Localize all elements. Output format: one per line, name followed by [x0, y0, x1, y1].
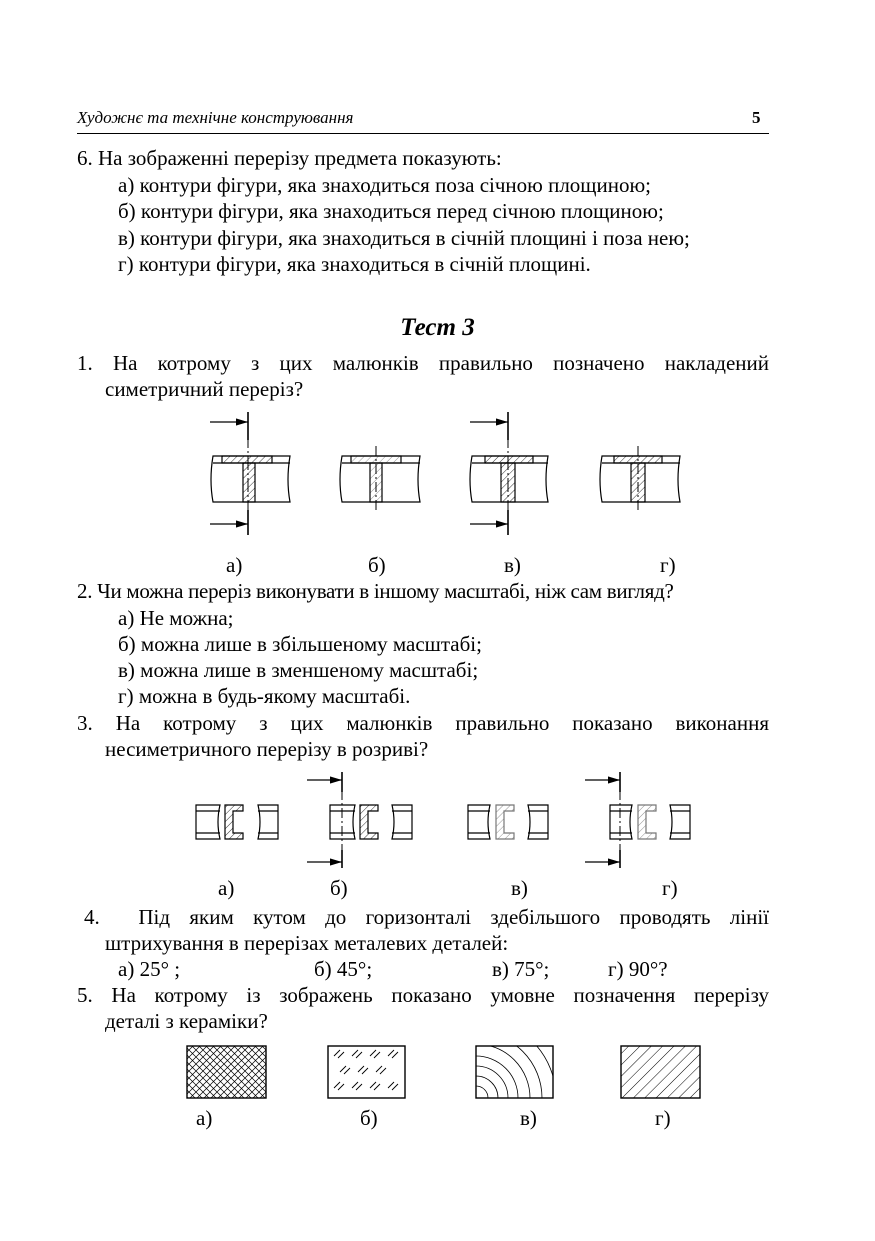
t3q2-option-d: г) можна в будь-якому масштабі.	[118, 684, 411, 708]
q1-label-d: г)	[660, 553, 676, 577]
q5-swatch-c	[396, 1018, 556, 1178]
q1-label-c: в)	[504, 553, 521, 577]
q5-label-c: в)	[520, 1106, 537, 1130]
q3-label-b: б)	[330, 876, 348, 900]
q1-label-a: а)	[226, 553, 243, 577]
q6-option-c: в) контури фігури, яка знаходиться в січній площині і поза нею;	[118, 226, 690, 250]
t3q2-option-a: а) Не можна;	[118, 606, 234, 630]
q1-label-b: б)	[368, 553, 386, 577]
q3-label-c: в)	[511, 876, 528, 900]
test-title: Тест 3	[400, 314, 475, 341]
t3q5-question-line2: деталі з кераміки?	[105, 1009, 268, 1033]
q3-label-a: а)	[218, 876, 235, 900]
t3q2-option-c: в) можна лише в зменшеному масштабі;	[118, 658, 479, 682]
q6-option-a: а) контури фігури, яка знаходиться поза січною площиною;	[118, 173, 651, 197]
t3q4-question-line2: штрихування в перерізах металевих деталей:	[105, 931, 509, 955]
t3q1-question-line1: 1. На котрому з цих малюнків правильно позначено накладений	[77, 351, 769, 375]
q6-option-d: г) контури фігури, яка знаходиться в січній площині.	[118, 252, 591, 276]
page-number: 5	[752, 108, 761, 127]
t3q4-option-d: г) 90°?	[608, 957, 668, 981]
q5-swatch-a	[187, 1046, 266, 1098]
t3q4-question-line1: 4. Під яким кутом до горизонталі здебільшого проводять лінії	[84, 905, 769, 929]
t3q4-option-a: а) 25° ;	[118, 957, 181, 981]
q5-label-b: б)	[360, 1106, 378, 1130]
t3q4-option-b: б) 45°;	[314, 957, 373, 981]
t3q5-question-line1: 5. На котрому із зображень показано умовне позначення перерізу	[77, 983, 769, 1007]
q5-swatch-d	[621, 1046, 700, 1098]
t3q3-question-line1: 3. На котрому з цих малюнків правильно показано виконання	[77, 711, 769, 735]
t3q2-option-b: б) можна лише в збільшеному масштабі;	[118, 632, 482, 656]
q5-label-a: а)	[196, 1106, 213, 1130]
q5-label-d: г)	[655, 1106, 671, 1130]
q3-label-d: г)	[662, 876, 678, 900]
t3q3-question-line2: несиметричного перерізу в розриві?	[105, 737, 429, 761]
q6-question: 6. На зображенні перерізу предмета показують:	[77, 146, 502, 170]
running-title: Художнє та технічне конструювання	[77, 108, 354, 127]
q5-swatch-b	[328, 1046, 405, 1098]
t3q1-question-line2: симетричний переріз?	[105, 377, 304, 401]
t3q2-question: 2. Чи можна переріз виконувати в іншому масштабі, ніж сам вигляд?	[77, 579, 674, 603]
q6-option-b: б) контури фігури, яка знаходиться перед січною площиною;	[118, 199, 664, 223]
t3q4-option-c: в) 75°;	[492, 957, 550, 981]
